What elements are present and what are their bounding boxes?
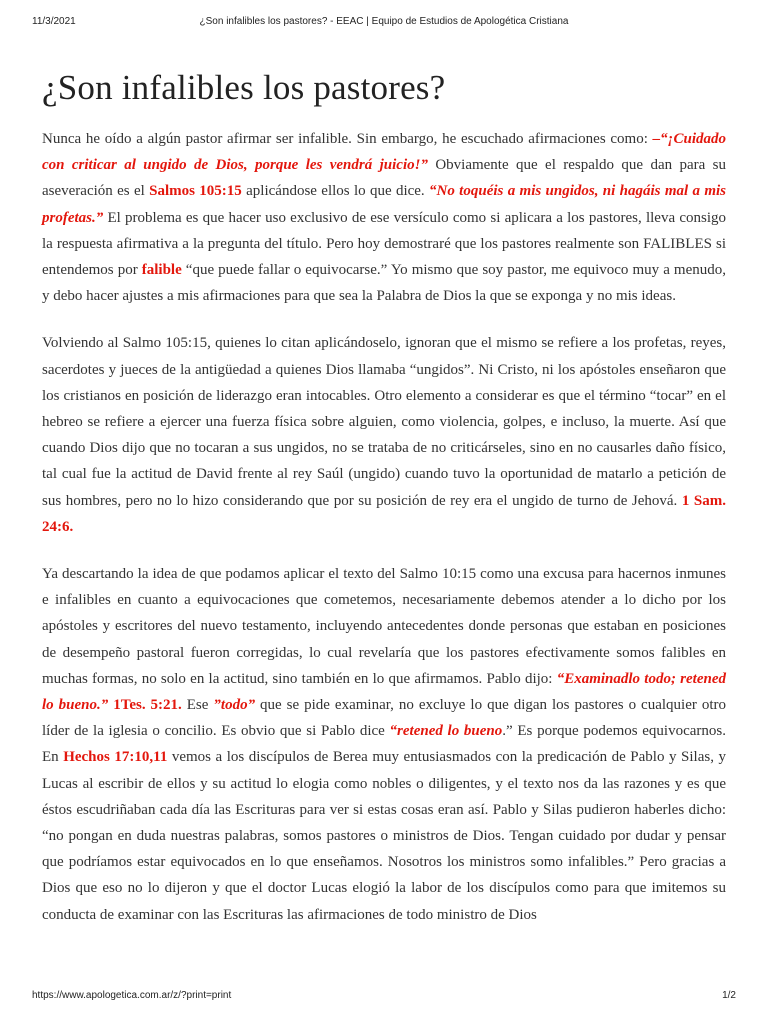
text: Obviamente que el respaldo que dan para su aseveración es el xyxy=(42,157,727,200)
scripture-reference: 1 Sam. 24:6. xyxy=(42,492,726,535)
text: El problema es que hacer uso exclusivo de ese versículo como si aplicara a los pastores, lleva consigo la respuesta afirmativa a la pregunta del título. Pero hoy demostraré que los pastores realmente son FALIBLES si entendemos por xyxy=(42,209,726,279)
quote: ”todo” xyxy=(213,697,256,714)
text: .” Es porque podemos equivocarnos. En xyxy=(42,723,726,766)
scripture-reference: 1Tes. 5:21. xyxy=(113,697,182,714)
scripture-reference: Hechos 17:10,11 xyxy=(63,749,168,766)
text: aplicándose ellos lo que dice. xyxy=(241,183,430,200)
text: Ya descartando la idea de que podamos aplicar el texto del Salmo 10:15 como una excusa para hacernos inmunes e infalibles en cuanto a equivocaciones que cometemos, necesariamente debemos atender a lo dicho por los apóstoles y escritores del nuevo testamento, incluyendo antecedentes donde personas que estaban en posiciones de desempeño pastoral fueron corregidas, lo cual revelaría que los pastores efectivamente somos falibles en muchas formas, no solo en la actitud, sino también en lo que afirmamos. Pablo dijo: xyxy=(42,566,726,687)
print-page-title: ¿Son infalibles los pastores? - EEAC | Equipo de Estudios de Apologética Cristiana xyxy=(199,16,569,27)
scripture-reference: Salmos 105:15 xyxy=(149,183,242,200)
quote: –“¡Cuidado con criticar al ungido de Dios, porque les vendrá juicio!” xyxy=(42,131,726,174)
print-date: 11/3/2021 xyxy=(32,16,76,27)
text: Nunca he oído a algún pastor afirmar ser infalible. Sin embargo, he escuchado afirmaciones como: xyxy=(42,131,653,147)
quote: “Examinadlo todo; retened lo bueno.” xyxy=(42,670,726,714)
text: que se pide examinar, no excluye lo que digan los pastores o cualquier otro líder de la iglesia o concilio. Es obvio que si Pablo dice xyxy=(42,697,726,740)
print-url: https://www.apologetica.com.ar/z/?print=print xyxy=(32,990,232,1001)
text: “que puede fallar o equivocarse.” Yo mismo que soy pastor, me equivoco muy a menudo, y debo hacer ajustes a mis afirmaciones para que sea la Palabra de Dios la que se exponga y no mis ideas. xyxy=(42,262,726,305)
article-body xyxy=(42,126,726,949)
quote: “retened lo bueno xyxy=(389,723,503,740)
quote: “No toquéis a mis ungidos, ni hagáis mal a mis profetas.” xyxy=(42,183,727,226)
paragraph-1 xyxy=(42,126,726,309)
text: Ese xyxy=(181,697,214,714)
paragraph-2 xyxy=(42,330,726,540)
article-title: ¿Son infalibles los pastores? xyxy=(42,68,446,107)
print-header xyxy=(32,16,736,30)
paragraph-3 xyxy=(42,561,726,928)
text: Volviendo al Salmo 105:15, quienes lo citan aplicándoselo, ignoran que el mismo se refiere a los profetas, reyes, sacerdotes y jueces de la antigüedad a quienes Dios llamaba “ungidos”. Ni Cristo, ni los apóstoles enseñaron que los cristianos en posición de liderazgo eran intocables. Otro elemento a considerar es que el término “tocar” en el hebreo se refiere a ejercer una fuerza física sobre alguien, como violencia, golpes, e incluso, la muerte. Así que cuando Dios dijo que no tocaran a sus ungidos, no se trataba de no criticárseles, sino en no causarles daño físico, tal cual fue la actitud de David frente al rey Saúl (ungido) cuando tuvo la oportunidad de matarlo a petición de sus hombres, pero no lo hizo considerando que por su posición de rey era el ungido de turno de Jehová. xyxy=(42,335,726,509)
print-footer xyxy=(32,990,736,1004)
page-number: 1/2 xyxy=(722,990,736,1001)
text: vemos a los discípulos de Berea muy entusiasmados con la predicación de Pablo y Silas, y Lucas al escribir de ellos y su actitud lo elogia como nobles o diligentes, y el texto nos da las razones y es que éstos escudriñaban cada día las Escrituras para ver si estas cosas eran así. Pablo y Silas pudieron haberles dicho: “no pongan en duda nuestras palabras, somos pastores o ministros de Dios. Tengan cuidado por dudar y pensar que podríamos estar equivocados en lo que enseñamos. Nosotros los ministros somo infalibles.” Pero gracias a Dios que eso no lo dijeron y que el doctor Lucas elogió la labor de los discípulos como para que imitemos su conducta de examinar con las Escrituras las afirmaciones de todo ministro de Dios xyxy=(42,749,726,923)
highlighted-term: falible xyxy=(141,262,182,279)
